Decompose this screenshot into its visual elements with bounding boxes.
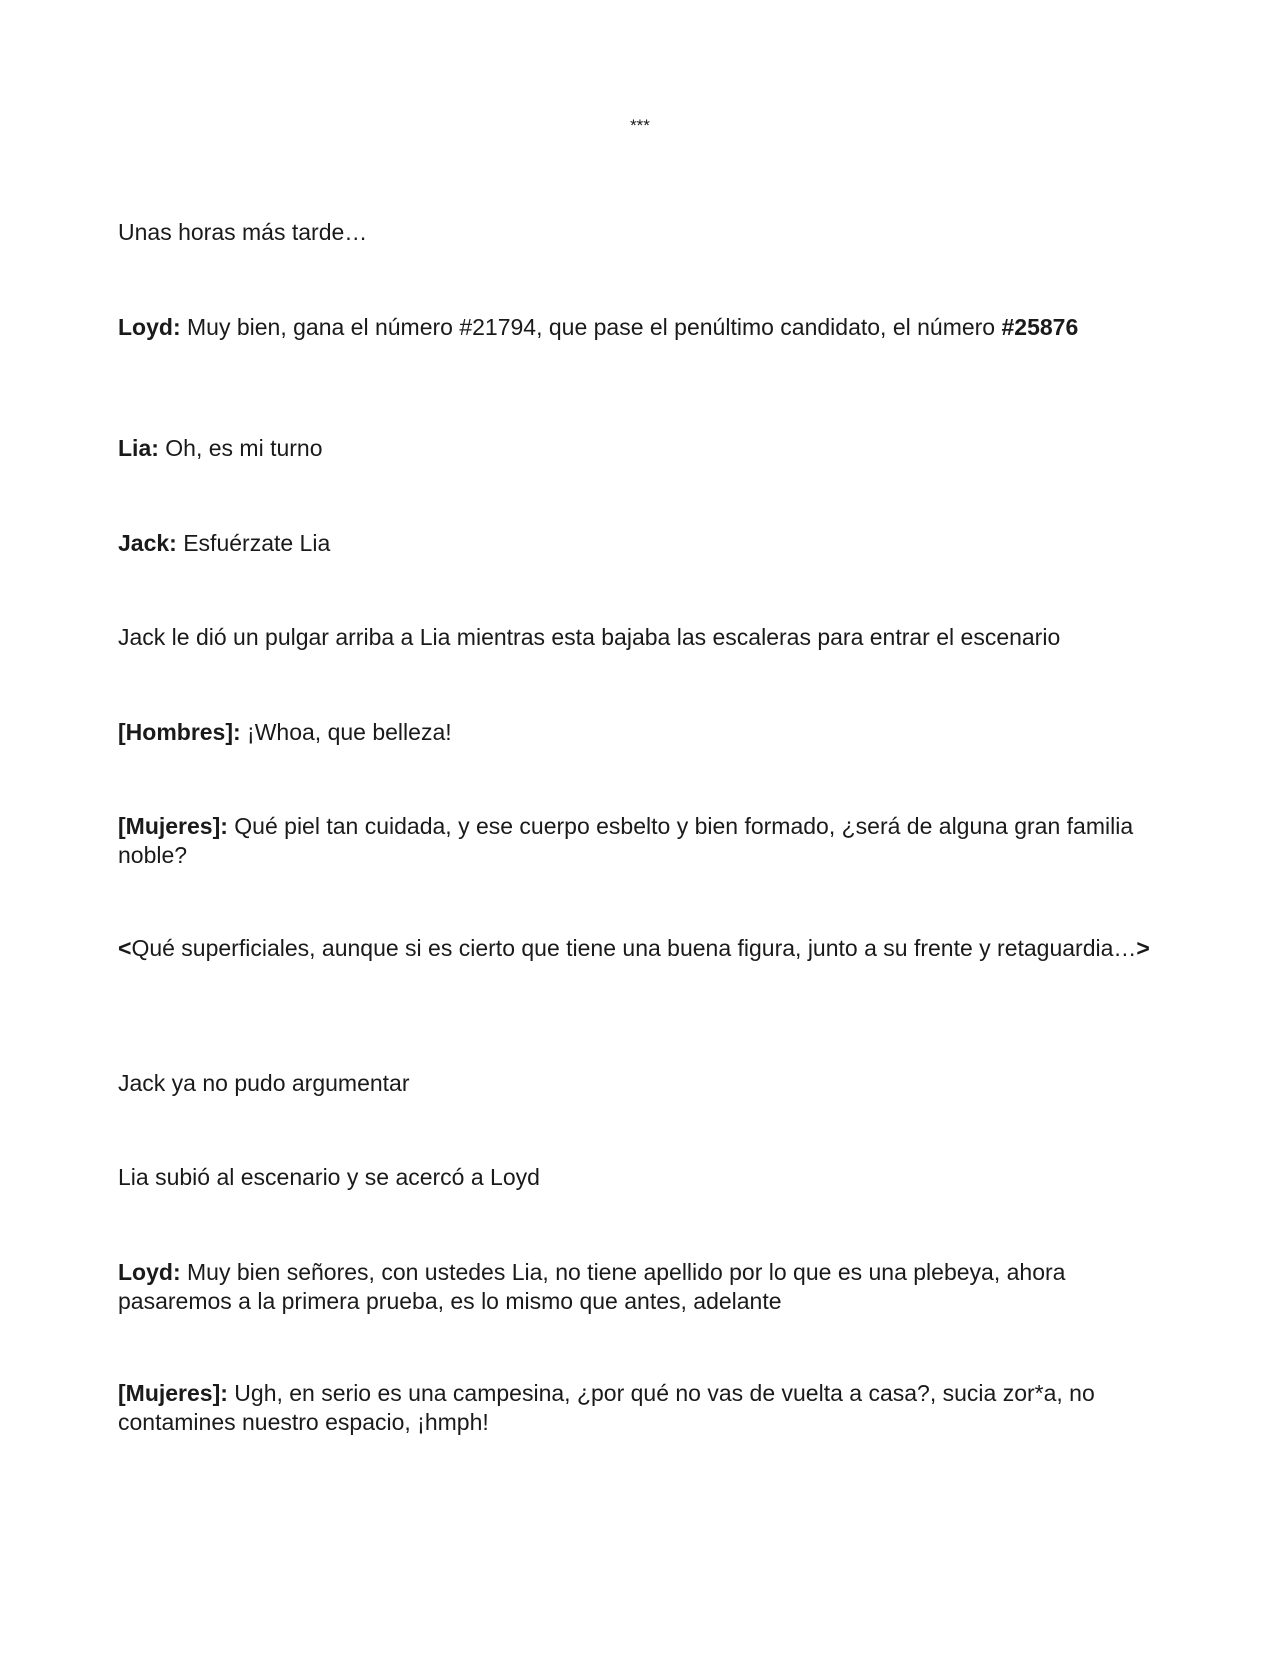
paragraph-text: Jack ya no pudo argumentar — [118, 1070, 410, 1096]
dialogue-text: Muy bien, gana el número #21794, que pase el penúltimo candidato, el número — [180, 314, 1002, 340]
dialogue-paragraph — [118, 812, 1166, 870]
paragraph-text: Lia subió al escenario y se acercó a Loyd — [118, 1164, 540, 1190]
dialogue-paragraph — [118, 529, 1166, 558]
speaker-name: Jack: — [118, 530, 177, 556]
speaker-name: [Hombres]: — [118, 719, 241, 745]
scene-separator: *** — [630, 116, 650, 135]
candidate-number: #25876 — [1001, 314, 1079, 340]
dialogue-text: Ugh, en serio es una campesina, ¿por qué no vas de vuelta a casa?, sucia zor*a, no contamines nuestro espacio, ¡hmph! — [118, 1380, 1095, 1435]
dialogue-paragraph — [118, 313, 1166, 342]
narration-paragraph — [118, 1163, 1166, 1192]
dialogue-paragraph — [118, 1258, 1166, 1316]
dialogue-text: Qué piel tan cuidada, y ese cuerpo esbelto y bien formado, ¿será de alguna gran familia noble? — [118, 813, 1134, 868]
thought-text: Qué superficiales, aunque si es cierto que tiene una buena figura, junto a su frente y retaguardia… — [131, 935, 1137, 961]
narration-paragraph — [118, 218, 1166, 247]
dialogue-text: Esfuérzate Lia — [176, 530, 331, 556]
thought-close-bracket: > — [1136, 935, 1150, 961]
speaker-name: Lia: — [118, 435, 159, 461]
speaker-name: Loyd: — [118, 1259, 181, 1285]
speaker-name: [Mujeres]: — [118, 813, 228, 839]
narration-paragraph — [118, 623, 1166, 652]
narration-paragraph — [118, 1069, 1166, 1098]
dialogue-text: Muy bien señores, con ustedes Lia, no tiene apellido por lo que es una plebeya, ahora pasaremos a la primera prueba, es lo mismo que antes, adelante — [118, 1259, 1066, 1314]
thought-open-bracket: < — [118, 935, 132, 961]
dialogue-text: Oh, es mi turno — [158, 435, 323, 461]
thought-paragraph — [118, 934, 1166, 963]
speaker-name: Loyd: — [118, 314, 181, 340]
paragraph-text: Unas horas más tarde… — [118, 219, 368, 245]
dialogue-paragraph — [118, 434, 1166, 463]
dialogue-text: ¡Whoa, que belleza! — [240, 719, 452, 745]
paragraph-text: Jack le dió un pulgar arriba a Lia mientras esta bajaba las escaleras para entrar el escenario — [118, 624, 1061, 650]
speaker-name: [Mujeres]: — [118, 1380, 228, 1406]
dialogue-paragraph — [118, 718, 1166, 747]
dialogue-paragraph — [118, 1379, 1166, 1437]
